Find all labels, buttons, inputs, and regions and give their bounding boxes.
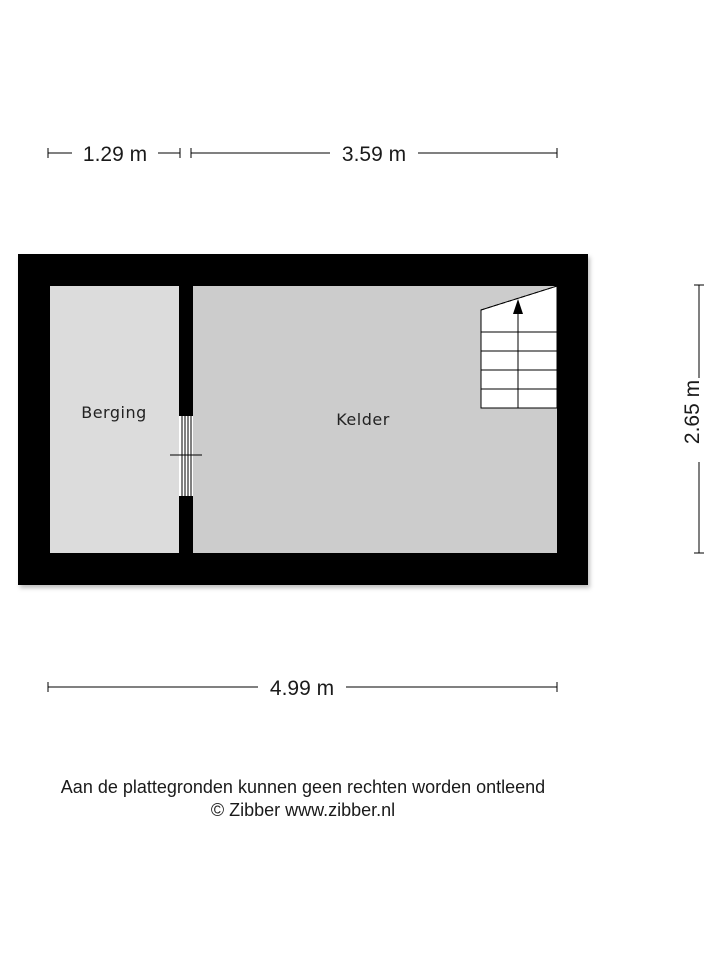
dimension-label-top-right: 3.59 m: [341, 143, 407, 166]
dimension-label-top-left: 1.29 m: [82, 143, 148, 166]
dimension-label-right: 2.65 m: [681, 379, 704, 445]
disclaimer-text: Aan de plattegronden kunnen geen rechten worden ontleend: [60, 777, 546, 797]
copyright-text: © Zibber www.zibber.nl: [210, 800, 396, 820]
room-label-berging: Berging: [81, 403, 147, 422]
dimension-top-left: [48, 143, 180, 166]
dimension-label-bottom: 4.99 m: [269, 677, 335, 700]
dimension-right: [681, 285, 704, 553]
room-label-kelder: Kelder: [336, 410, 390, 429]
dimension-top-right: [191, 143, 557, 166]
footer: [0, 776, 606, 822]
dimension-bottom: [48, 677, 557, 700]
